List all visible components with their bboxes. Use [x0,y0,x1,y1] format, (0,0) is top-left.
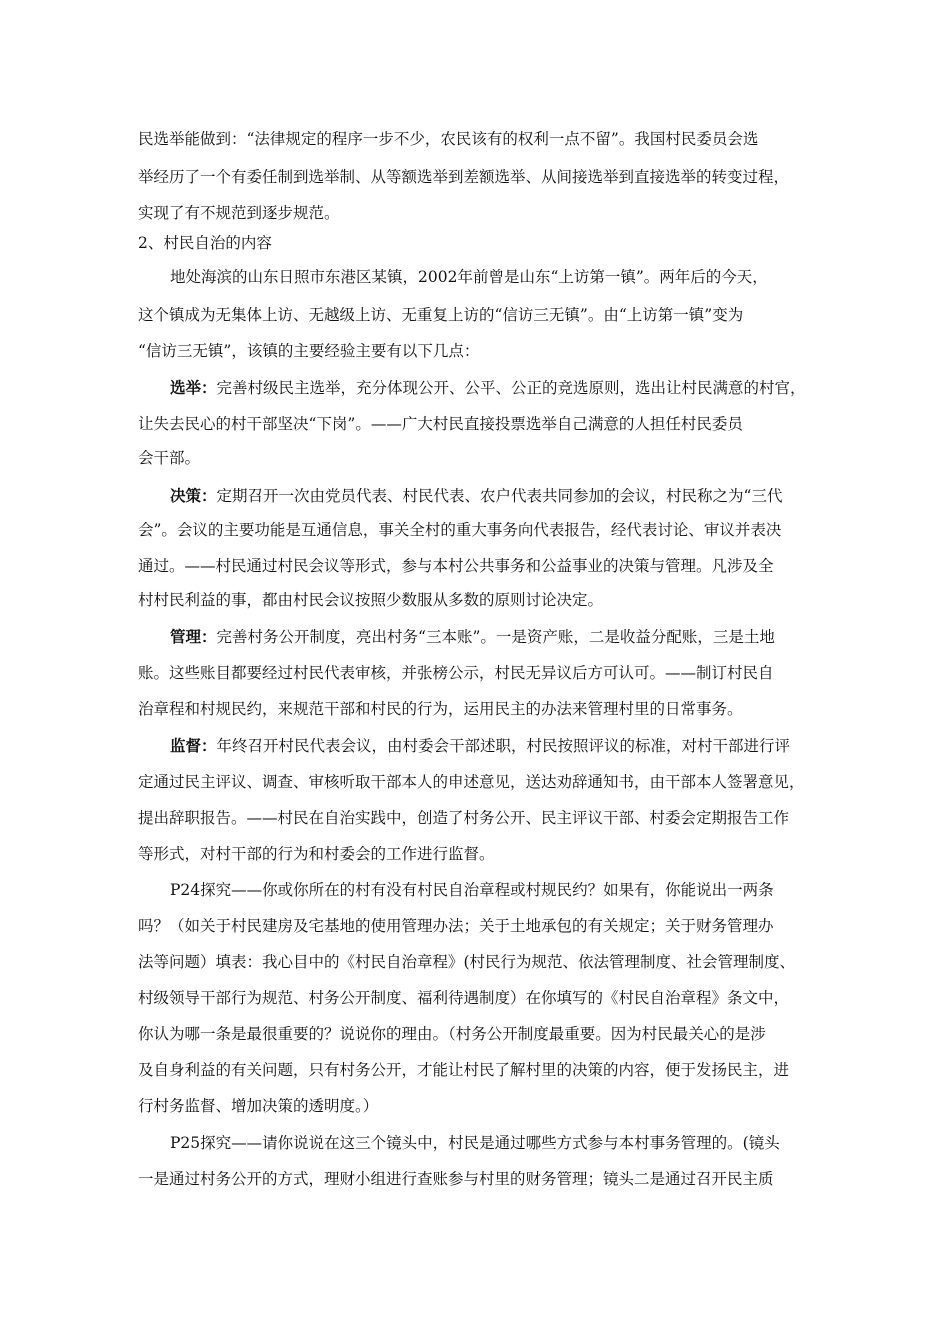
text-line: 治章程和村规民约，来规范干部和村民的行为，运用民主的办法来管理村里的日常事务。 [138,700,743,718]
text-line: 一是通过村务公开的方式，理财小组进行查账参与村里的财务管理；镜头二是通过召开民主质 [138,1170,774,1188]
text-line: 这个镇成为无集体上访、无越级上访、无重复上访的“信访三无镇”。由“上访第一镇”变为 [138,306,744,324]
paragraph-decision: 决策：定期召开一次由党员代表、村民代表、农户代表共同参加的会议，村民称之为“三代 [170,486,783,505]
text-line: 通过。——村民通过村民会议等形式，参与本村公共事务和公益事业的决策与管理。凡涉及全 [138,557,774,575]
text-line: 定通过民主评议、调查、审核听取干部本人的申述意见，送达劝辞通知书，由干部本人签署意见， [138,773,805,791]
text-line: 会干部。 [138,449,201,467]
text-line: 账。这些账目都要经过村民代表审核，并张榜公示，村民无异议后方可认可。——制订村民自 [138,664,774,682]
text-line: 会”。会议的主要功能是互通信息，事关全村的重大事务向代表报告，经代表讨论、审议并表决 [138,521,782,539]
term-election: 选举： [170,378,217,397]
text-line: 法等问题）填表：我心目中的《村民自治章程》(村民行为规范、依法管理制度、社会管理制度、 [138,953,796,971]
text-line: 村村民利益的事，都由村民会议按照少数服从多数的原则讨论决定。 [138,591,604,609]
term-supervision: 监督： [170,736,217,755]
text-line: 实现了有不规范到逐步规范。 [138,204,340,222]
text-line: 提出辞职报告。——村民在自治实践中，创造了村务公开、民主评议干部、村委会定期报告工作 [138,809,790,827]
paragraph-election: 选举：完善村级民主选举，充分体现公开、公平、公正的竞选原则，选出让村民满意的村官， [170,378,806,397]
text-line: 地处海滨的山东日照市东港区某镇，2002年前曾是山东“上访第一镇”。两年后的今天， [170,268,768,286]
text-line: 举经历了一个有委任制到选举制、从等额选举到差额选举、从间接选举到直接选举的转变过程， [138,168,790,186]
text-line: 及自身利益的有关问题，只有村务公开，才能让村民了解村里的决策的内容，便于发扬民主，进 [138,1061,790,1079]
paragraph-p24: P24探究——你或你所在的村有没有村民自治章程或村规民约？如果有，你能说出一两条 [170,881,774,899]
text-line: 等形式，对村干部的行为和村委会的工作进行监督。 [138,845,495,863]
paragraph-p25: P25探究——请你说说在这三个镜头中，村民是通过哪些方式参与本村事务管理的。(镜头 [170,1134,780,1152]
paragraph-management: 管理：完善村务公开制度，亮出村务“三本账”。一是资产账，二是收益分配账，三是土地 [170,627,775,646]
text-line: 民选举能做到：“法律规定的程序一步不少，农民该有的权利一点不留”。我国村民委员会选 [138,130,759,148]
text-line: 村级领导干部行为规范、村务公开制度、福利待遇制度）在你填写的《村民自治章程》条文中， [138,989,790,1007]
section-heading: 2、村民自治的内容 [138,234,272,252]
text-line: 行村务监督、增加决策的透明度。） [138,1097,379,1115]
text-line: 吗？（如关于村民建房及宅基地的使用管理办法；关于土地承包的有关规定；关于财务管理办 [138,917,774,935]
text-line: “信访三无镇”，该镇的主要经验主要有以下几点： [138,342,480,360]
term-decision: 决策： [170,486,217,505]
paragraph-supervision: 监督：年终召开村民代表会议，由村委会干部述职，村民按照评议的标准，对村干部进行评 [170,736,791,755]
term-management: 管理： [170,627,217,646]
text-line: 你认为哪一条是最很重要的？说说你的理由。（村务公开制度最重要。因为村民最关心的是涉 [138,1025,766,1043]
text-line: 让失去民心的村干部坚决“下岗”。——广大村民直接投票选举自己满意的人担任村民委员 [138,415,743,433]
